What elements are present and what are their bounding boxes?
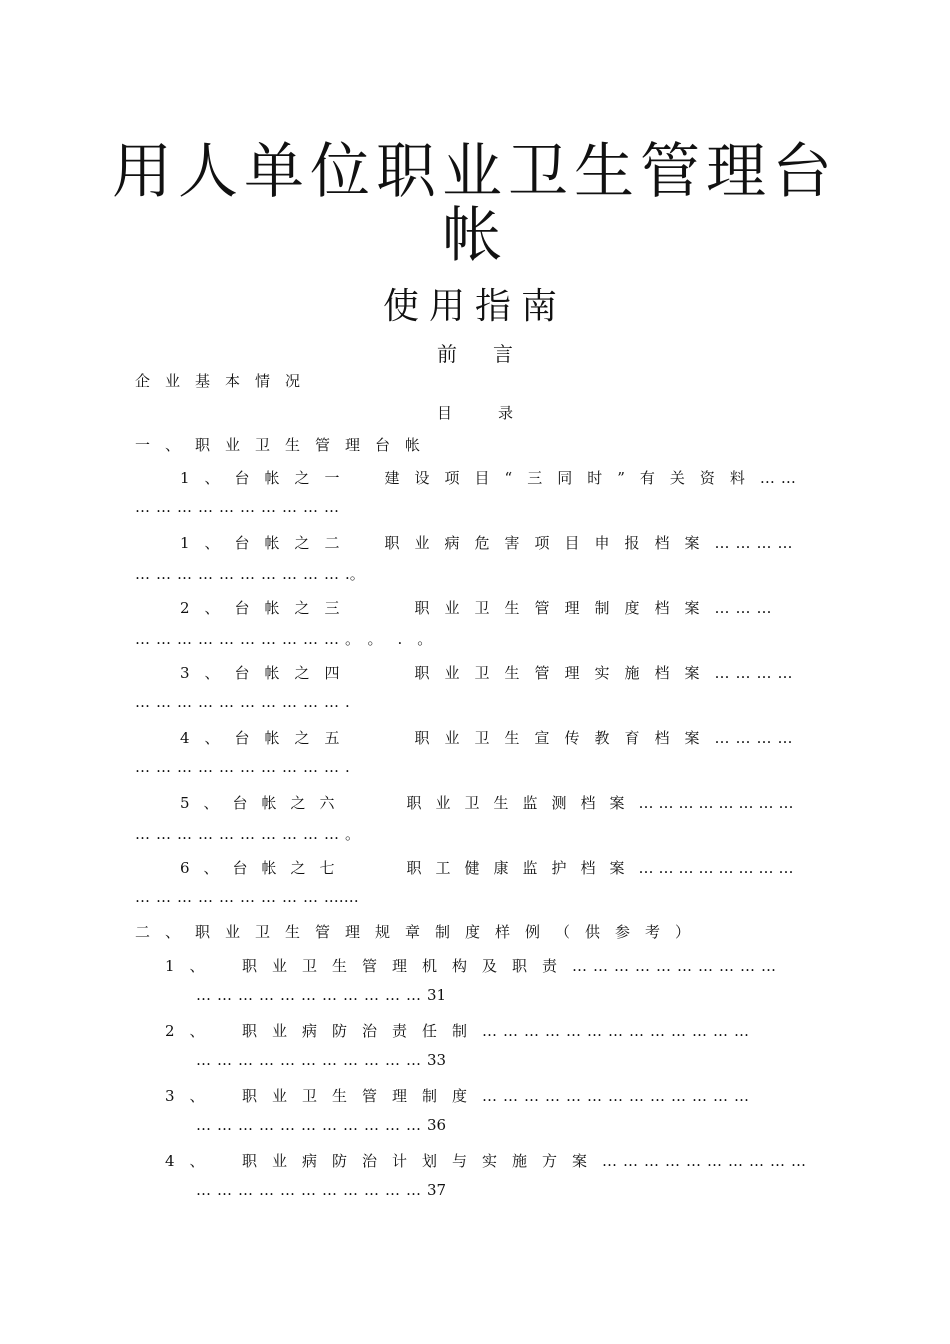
toc-entry-text: 1、台帐之二 职业病危害项目申报档案 bbox=[180, 534, 715, 552]
toc-leader-dots: ………………………… bbox=[135, 825, 345, 843]
company-info-heading: 企业基本情况 bbox=[135, 372, 316, 390]
toc-entry bbox=[180, 857, 799, 878]
toc-leader-dots: ………… bbox=[714, 664, 799, 682]
document-subtitle: 使用指南 bbox=[382, 286, 567, 327]
toc-leader-dots: ………………………… bbox=[135, 693, 345, 711]
toc-leader-dots: ………………………… bbox=[135, 565, 345, 583]
toc-page-number: . bbox=[345, 693, 350, 711]
toc-entry-text: 3、 职业卫生管理制度 bbox=[165, 1087, 483, 1105]
toc-leader-dots: …………………………… bbox=[196, 1116, 427, 1134]
toc-entry bbox=[180, 792, 799, 813]
toc-entry-text: 2、台帐之三 职业卫生管理制度档案 bbox=[180, 599, 715, 617]
toc-entry-continuation bbox=[135, 693, 350, 711]
toc-leader-dots: ………………………… bbox=[135, 758, 345, 776]
toc-leader-dots: ……… bbox=[714, 599, 778, 617]
toc-entry bbox=[180, 467, 802, 488]
toc-leader-dots: ………………………………… bbox=[482, 1022, 756, 1040]
preface-heading: 前言 bbox=[437, 342, 549, 366]
toc-leader-dots: ………………………………… bbox=[482, 1087, 756, 1105]
section1-heading: 一、职业卫生管理台帐 bbox=[135, 436, 436, 454]
toc-page-number: 。。.。 bbox=[345, 630, 448, 648]
toc-page-number: 37 bbox=[427, 1181, 447, 1199]
toc-entry-text: 1、 职业卫生管理机构及职责 bbox=[165, 957, 573, 975]
toc-entry-text: 5、台帐之六 职业卫生监测档案 bbox=[180, 794, 639, 812]
document-title-line1: 用人单位职业卫生管理台 bbox=[112, 137, 838, 207]
toc-leader-dots: ………………………… bbox=[135, 630, 345, 648]
toc-entry bbox=[180, 662, 799, 683]
toc-entry bbox=[165, 1020, 755, 1041]
toc-leader-dots: …………………………… bbox=[196, 986, 427, 1004]
toc-leader-dots: ………………………… bbox=[572, 957, 783, 975]
toc-leader-dots: …………………… bbox=[638, 794, 799, 812]
toc-entry-text: 4、 职业病防治计划与实施方案 bbox=[165, 1152, 603, 1170]
toc-entry-text: 3、台帐之四 职业卫生管理实施档案 bbox=[180, 664, 715, 682]
toc-entry-continuation bbox=[135, 823, 375, 844]
toc-entry-continuation bbox=[196, 1116, 446, 1134]
toc-entry bbox=[180, 727, 799, 748]
toc-entry bbox=[165, 1085, 755, 1106]
toc-page-number: .。 bbox=[345, 565, 365, 583]
toc-entry-continuation bbox=[135, 563, 365, 584]
toc-leader-dots: ………………………… bbox=[135, 498, 345, 516]
toc-leader-dots: …… bbox=[759, 469, 802, 487]
toc-entry bbox=[180, 532, 799, 553]
toc-entry-text: 1、台帐之一 建设项目“三同时”有关资料 bbox=[180, 469, 760, 487]
toc-entry bbox=[180, 597, 778, 618]
toc-leader-dots: ……………………… bbox=[135, 888, 324, 906]
toc-entry-continuation bbox=[196, 1181, 446, 1199]
toc-entry-continuation bbox=[135, 888, 359, 906]
toc-page-number: 31 bbox=[427, 986, 447, 1004]
toc-page-number: 33 bbox=[427, 1051, 447, 1069]
toc-page-number: . bbox=[345, 758, 350, 776]
toc-leader-dots: ………… bbox=[714, 534, 799, 552]
toc-entry bbox=[165, 955, 782, 976]
document-title-line2: 帐 bbox=[442, 201, 508, 271]
section2-heading: 二、职业卫生管理规章制度样例（供参考） bbox=[135, 923, 706, 941]
toc-entry-continuation bbox=[135, 628, 447, 649]
toc-leader-dots: ………………………… bbox=[602, 1152, 813, 1170]
toc-entry bbox=[165, 1150, 812, 1171]
toc-page-number: 。 bbox=[345, 825, 376, 843]
toc-entry-text: 6、台帐之七 职工健康监护档案 bbox=[180, 859, 639, 877]
toc-page-number: 36 bbox=[427, 1116, 447, 1134]
toc-page-number: .…… bbox=[324, 888, 359, 906]
toc-entry-continuation bbox=[196, 1051, 446, 1069]
toc-entry-continuation bbox=[196, 986, 446, 1004]
toc-leader-dots: …………………………… bbox=[196, 1181, 427, 1199]
toc-entry-continuation bbox=[135, 758, 350, 776]
toc-leader-dots: ………… bbox=[714, 729, 799, 747]
toc-leader-dots: …………………………… bbox=[196, 1051, 427, 1069]
toc-heading: 目录 bbox=[436, 404, 559, 422]
toc-entry-text: 4、台帐之五 职业卫生宣传教育档案 bbox=[180, 729, 715, 747]
toc-leader-dots: …………………… bbox=[638, 859, 799, 877]
toc-entry-text: 2、 职业病防治责任制 bbox=[165, 1022, 483, 1040]
